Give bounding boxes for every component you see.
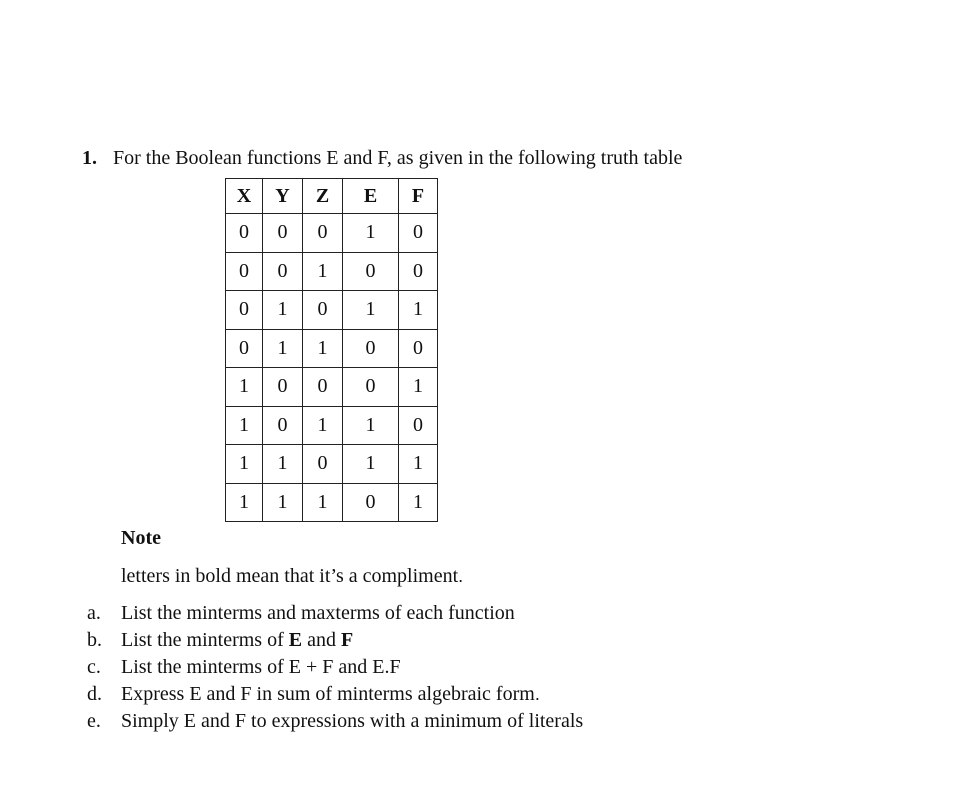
table-cell: 1 bbox=[343, 445, 399, 484]
table-cell: 0 bbox=[303, 214, 343, 253]
list-marker: c. bbox=[87, 656, 101, 678]
task-text: List the minterms of E + F and E.F bbox=[121, 656, 401, 678]
table-cell: 0 bbox=[343, 252, 399, 291]
task-text-pre: List the minterms of bbox=[121, 629, 289, 651]
table-cell: 0 bbox=[263, 252, 303, 291]
table-cell: 1 bbox=[303, 406, 343, 445]
table-row bbox=[226, 445, 438, 484]
list-marker: b. bbox=[87, 629, 102, 651]
note-title: Note bbox=[121, 527, 161, 549]
header-z: Z bbox=[303, 179, 343, 214]
table-cell: 1 bbox=[226, 406, 263, 445]
list-item bbox=[87, 627, 583, 654]
question-number: 1. bbox=[82, 147, 97, 169]
list-item bbox=[87, 654, 583, 681]
table-cell: 1 bbox=[226, 445, 263, 484]
table-row bbox=[226, 368, 438, 407]
table-cell: 0 bbox=[263, 214, 303, 253]
table-cell: 1 bbox=[303, 483, 343, 522]
header-f: F bbox=[399, 179, 438, 214]
table-cell: 1 bbox=[226, 483, 263, 522]
list-marker: e. bbox=[87, 710, 101, 732]
table-cell: 1 bbox=[343, 406, 399, 445]
table-cell: 0 bbox=[343, 483, 399, 522]
table-cell: 0 bbox=[399, 252, 438, 291]
table-cell: 1 bbox=[303, 252, 343, 291]
bold-letter-e: E bbox=[288, 629, 303, 651]
table-cell: 0 bbox=[226, 252, 263, 291]
list-item bbox=[87, 600, 583, 627]
header-y: Y bbox=[263, 179, 303, 214]
table-cell: 0 bbox=[303, 368, 343, 407]
truth-table bbox=[225, 178, 438, 522]
table-row bbox=[226, 252, 438, 291]
table-cell: 1 bbox=[343, 214, 399, 253]
table-cell: 0 bbox=[303, 291, 343, 330]
table-cell: 1 bbox=[399, 445, 438, 484]
table-row bbox=[226, 214, 438, 253]
table-cell: 0 bbox=[399, 329, 438, 368]
question-text: For the Boolean functions E and F, as given in the following truth table bbox=[113, 147, 683, 169]
table-cell: 0 bbox=[226, 291, 263, 330]
table-cell: 0 bbox=[399, 214, 438, 253]
note-text-end: . bbox=[458, 566, 464, 586]
task-text: Express E and F in sum of minterms algebraic form bbox=[121, 683, 535, 705]
table-cell: 0 bbox=[303, 445, 343, 484]
note-text-main: letters in bold mean that it’s a compliment bbox=[121, 565, 459, 587]
table-cell: 0 bbox=[263, 368, 303, 407]
list-marker: d. bbox=[87, 683, 102, 705]
table-cell: 0 bbox=[263, 406, 303, 445]
table-row bbox=[226, 483, 438, 522]
table-cell: 0 bbox=[399, 406, 438, 445]
table-cell: 1 bbox=[399, 291, 438, 330]
question-heading bbox=[82, 145, 682, 171]
task-text-end: . bbox=[534, 684, 540, 704]
header-e: E bbox=[343, 179, 399, 214]
table-cell: 1 bbox=[263, 291, 303, 330]
table-cell: 1 bbox=[226, 368, 263, 407]
list-marker: a. bbox=[87, 602, 101, 624]
table-cell: 0 bbox=[226, 329, 263, 368]
table-cell: 0 bbox=[343, 368, 399, 407]
bold-letter-f: F bbox=[341, 629, 354, 651]
table-row bbox=[226, 406, 438, 445]
table-row bbox=[226, 329, 438, 368]
task-text: Simply E and F to expressions with a minimum of literals bbox=[121, 710, 584, 732]
list-item bbox=[87, 708, 583, 735]
task-text: List the minterms and maxterms of each function bbox=[121, 602, 515, 624]
note-text bbox=[121, 565, 463, 588]
table-row bbox=[226, 291, 438, 330]
task-list bbox=[87, 600, 583, 735]
table-cell: 0 bbox=[226, 214, 263, 253]
table-cell: 0 bbox=[343, 329, 399, 368]
task-text-mid: and bbox=[302, 629, 341, 651]
list-item bbox=[87, 681, 583, 708]
table-cell: 1 bbox=[343, 291, 399, 330]
table-cell: 1 bbox=[263, 445, 303, 484]
table-cell: 1 bbox=[263, 483, 303, 522]
table-cell: 1 bbox=[399, 368, 438, 407]
header-x: X bbox=[226, 179, 263, 214]
truth-table-header-row bbox=[226, 179, 438, 214]
table-cell: 1 bbox=[303, 329, 343, 368]
table-cell: 1 bbox=[399, 483, 438, 522]
table-cell: 1 bbox=[263, 329, 303, 368]
